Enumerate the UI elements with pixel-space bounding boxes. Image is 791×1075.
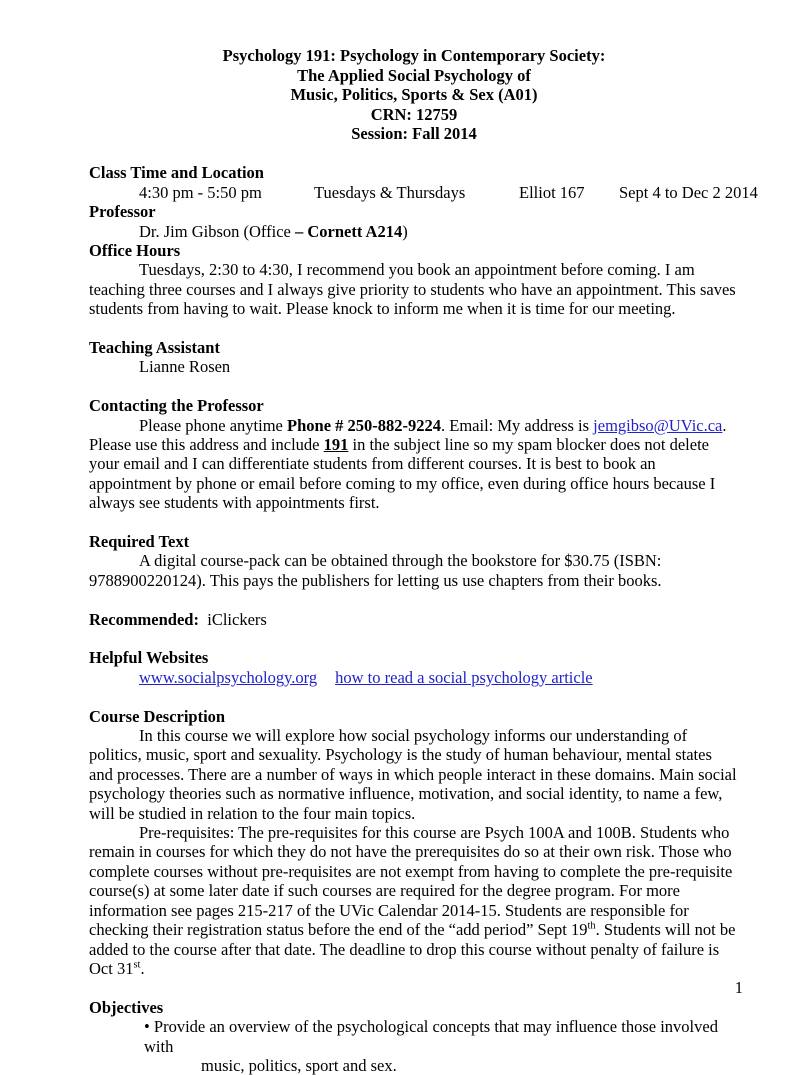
title-line-3: Music, Politics, Sports & Sex (A01): [290, 85, 538, 105]
prereq-superscript-th: th: [587, 920, 596, 932]
section-heading-office-hours: Office Hours: [89, 240, 181, 260]
professor-office-dash: –: [294, 221, 308, 241]
spacer: [89, 144, 739, 163]
title-line-1: Psychology 191: Psychology in Contemporary Society:: [222, 46, 606, 65]
class-time-value: 4:30 pm - 5:50 pm: [139, 182, 262, 202]
contacting-professor-body: [89, 416, 739, 513]
class-schedule-row: [139, 182, 758, 202]
section-heading-objectives: Objectives: [89, 997, 164, 1017]
spacer: [89, 513, 739, 532]
section-heading-course-description: Course Description: [89, 706, 226, 726]
document-title-block: [89, 46, 739, 144]
title-line-2: The Applied Social Psychology of: [297, 65, 531, 85]
professor-name-suffix: ): [402, 221, 408, 241]
spacer: [89, 687, 739, 706]
spacer: [89, 590, 739, 609]
prereq-text-3: .: [140, 958, 145, 978]
objective-list-item: [144, 1017, 739, 1056]
professor-name: Dr. Jim Gibson (Office: [139, 221, 295, 241]
website-link-how-to-read-article[interactable]: how to read a social psychology article: [335, 667, 593, 687]
class-dates-value: Sept 4 to Dec 2 2014: [619, 182, 758, 202]
section-heading-class-time: Class Time and Location: [89, 163, 264, 183]
class-room-value: Elliot 167: [519, 182, 585, 202]
class-days-value: Tuesdays & Thursdays: [314, 182, 466, 202]
recommended-label: Recommended:: [89, 609, 199, 629]
spacer: [89, 319, 739, 338]
title-line-5: Session: Fall 2014: [351, 124, 477, 144]
contact-text-2: . Email: My address is: [441, 415, 594, 435]
course-description-prerequisites: [89, 823, 739, 978]
professor-phone: Phone # 250-882-9224: [287, 415, 442, 435]
required-text-body: A digital course-pack can be obtained through the bookstore for $30.75 (ISBN: 9788900220124). This pays the publishers for letting us use chapters from their books.: [89, 551, 662, 590]
bullet-icon: •: [144, 1017, 150, 1037]
recommended-value: iClickers: [207, 609, 267, 629]
spacer: [89, 377, 739, 396]
course-description-paragraph-1: In this course we will explore how social psychology informs our understanding of politics, music, sport and sexuality. Psychology is the study of human behaviour, mental states and processes. There are a number of ways in which people interact in these domains. Main social psychology theories such as normative influence, motivation, and social identity, to name a few, will be studied in relation to the four main topics.: [89, 726, 737, 823]
page-number: 1: [734, 978, 743, 997]
prereq-text-1: Pre-requisites: The pre-requisites for this course are Psych 100A and 100B. Students who remain in courses for which they do not have the prerequisites do so at their own risk. Those who complete courses without pre-requisites are not exempt from having to complete the pre-requisite course(s) at some later date if such courses are required for the degree program. For more information see pages 215-217 of the UVic Calendar 2014-15. Students are responsible for checking their registration status before the end of the “add period” Sept 19: [89, 823, 733, 940]
objective-item-text-continued: music, politics, sport and sex.: [201, 1055, 397, 1075]
section-heading-teaching-assistant: Teaching Assistant: [89, 338, 220, 357]
website-link-socialpsychology[interactable]: www.socialpsychology.org: [139, 667, 318, 687]
recommended-row: [89, 610, 739, 629]
contact-text-4: in the subject line so my spam blocker does not delete your email and I can differentiate students from different courses. It is best to book an appointment by phone or email before coming to my office, even during office hours because I always see students with appointments first.: [89, 435, 716, 513]
section-heading-helpful-websites: Helpful Websites: [89, 648, 209, 668]
spacer: [89, 978, 739, 997]
spacer: [89, 629, 739, 648]
objective-item-text: Provide an overview of the psychological concepts that may influence those involved with: [144, 1017, 718, 1056]
professor-details: [139, 222, 739, 241]
contact-text-3: . Please use this address and include: [89, 415, 727, 455]
prereq-text-2: . Students will not be added to the course after that date. The deadline to drop this course without penalty of failure is Oct 31: [89, 920, 736, 978]
prereq-superscript-st: st: [133, 959, 141, 971]
professor-office: Cornett A214: [307, 221, 403, 241]
section-heading-required-text: Required Text: [89, 532, 190, 552]
helpful-websites-links: [139, 668, 739, 687]
contact-text-1: Please phone anytime: [139, 415, 288, 435]
section-heading-contacting-professor: Contacting the Professor: [89, 396, 264, 416]
office-hours-body: Tuesdays, 2:30 to 4:30, I recommend you book an appointment before coming. I am teaching three courses and I always give priority to students who have an appointment. This saves students from having to wait. Please knock to inform me when it is time for our meeting.: [89, 260, 736, 319]
subject-line-course-number: 191: [323, 435, 349, 455]
professor-email-link[interactable]: jemgibso@UVic.ca: [593, 415, 723, 435]
section-heading-professor: Professor: [89, 202, 156, 222]
title-line-4: CRN: 12759: [370, 104, 458, 124]
teaching-assistant-name: Lianne Rosen: [139, 357, 231, 377]
